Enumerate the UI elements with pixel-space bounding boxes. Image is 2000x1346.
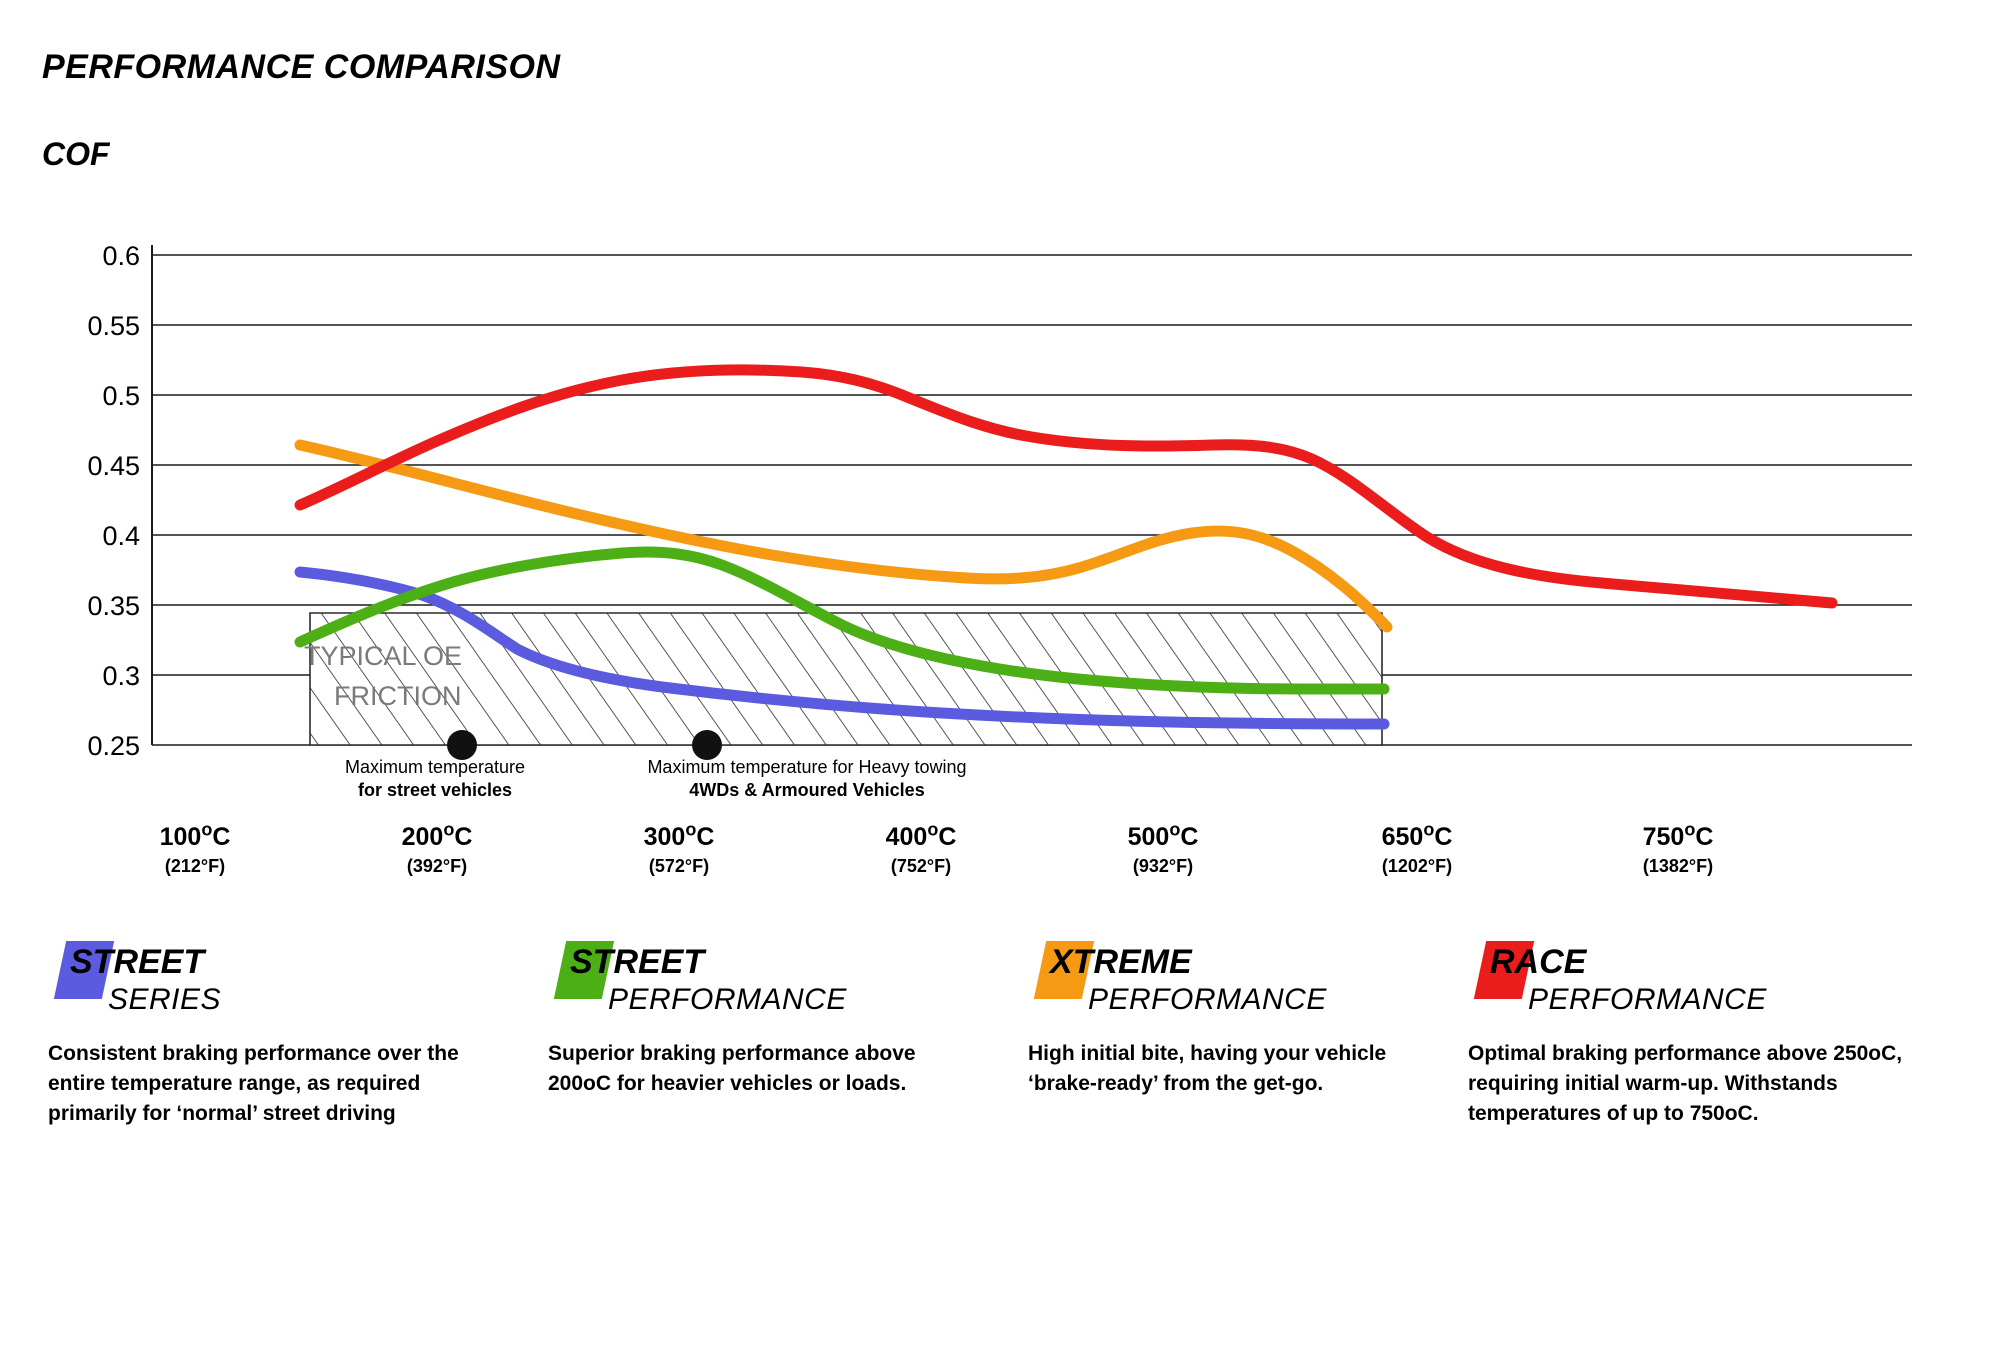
y-tick-labels: [87, 241, 140, 761]
x-tick-100c: 100$^o$C (212°F): [159, 820, 231, 877]
logo-xtreme-performance: [1028, 935, 1468, 1025]
legend-item-street-performance: [548, 935, 988, 1099]
x-tick-200c: 200$^o$C (392°F): [401, 820, 473, 877]
legend-description: Optimal braking performance above 250oC, requiring initial warm-up. Withstands temperatures of up to 750oC.: [1468, 1042, 1903, 1125]
svg-text:0.25: 0.25: [87, 731, 140, 761]
logo-word-primary: STREET: [570, 943, 705, 981]
performance-chart: [42, 215, 1942, 835]
logo-race-performance: [1468, 935, 1928, 1025]
x-tick-750c: 750$^o$C (1382°F): [1642, 820, 1714, 877]
svg-text:0.4: 0.4: [102, 521, 140, 551]
logo-street-performance: [548, 935, 988, 1025]
logo-street-series: [48, 935, 488, 1025]
annotation-line-2: for street vehicles: [357, 780, 513, 801]
legend-description: High initial bite, having your vehicle ‘brake-ready’ from the get-go.: [1028, 1042, 1387, 1095]
annotation-line-1: Maximum temperature: [344, 757, 526, 777]
band-label-line1: TYPICAL OE: [304, 641, 463, 671]
x-tick-500c: 500$^o$C (932°F): [1127, 820, 1199, 877]
svg-text:0.35: 0.35: [87, 591, 140, 621]
band-label-line2: FRICTION: [334, 681, 462, 711]
x-tick-650c: 650$^o$C (1202°F): [1381, 820, 1453, 877]
svg-text:0.45: 0.45: [87, 451, 140, 481]
logo-word-primary: STREET: [70, 943, 205, 981]
page-title: PERFORMANCE COMPARISON: [42, 48, 561, 86]
legend-item-xtreme-performance: [1028, 935, 1468, 1099]
logo-word-primary: RACE: [1490, 943, 1587, 981]
logo-word-primary: XTREME: [1050, 943, 1192, 981]
annotation-line-1: Maximum temperature for Heavy towing: [647, 757, 967, 777]
svg-text:0.55: 0.55: [87, 311, 140, 341]
logo-word-secondary: PERFORMANCE: [1528, 983, 1767, 1016]
x-tick-300c: 300$^o$C (572°F): [643, 820, 715, 877]
series-line-xtreme-performance: [300, 445, 1387, 627]
legend-description: Superior braking performance above 200oC for heavier vehicles or loads.: [548, 1042, 916, 1095]
annotation-line-2: 4WDs & Armoured Vehicles: [689, 780, 925, 801]
logo-word-secondary: SERIES: [108, 983, 222, 1016]
svg-text:0.5: 0.5: [102, 381, 140, 411]
legend-item-street-series: [48, 935, 488, 1128]
svg-text:0.6: 0.6: [102, 241, 140, 271]
x-tick-400c: 400$^o$C (752°F): [885, 820, 957, 877]
svg-text:0.3: 0.3: [102, 661, 140, 691]
logo-word-secondary: PERFORMANCE: [1088, 983, 1327, 1016]
legend-description: Consistent braking performance over the entire temperature range, as required primarily for ‘normal’ street driving: [48, 1042, 459, 1125]
chart-svg: [42, 215, 1942, 835]
legend-item-race-performance: [1468, 935, 1928, 1128]
logo-word-secondary: PERFORMANCE: [608, 983, 847, 1016]
annotation-heavy-towing: [527, 756, 1087, 803]
y-axis-title: COF: [42, 136, 110, 172]
x-axis-labels: [0, 820, 2000, 910]
